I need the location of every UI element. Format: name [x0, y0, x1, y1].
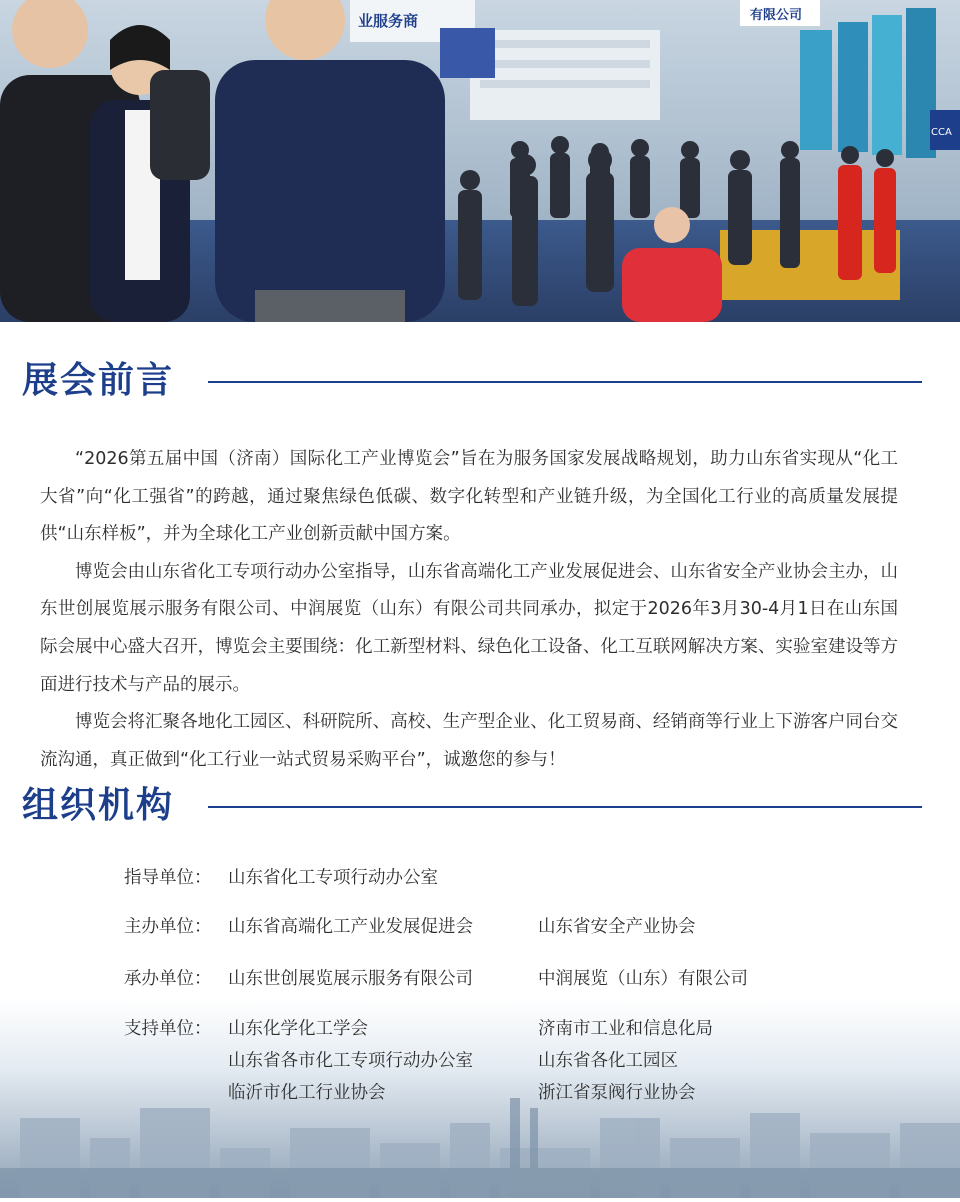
preface-title: 展会前言 — [22, 360, 175, 401]
exhibition-crowd-illustration — [0, 0, 960, 322]
preface-header — [22, 356, 922, 406]
support-unit-name-3: 山东省各市化工专项行动办公室 — [228, 1051, 473, 1071]
host-unit-name-2: 山东省安全产业协会 — [538, 917, 696, 937]
hero-photo — [0, 0, 960, 322]
guide-unit-name: 山东省化工专项行动办公室 — [228, 868, 438, 888]
organizer-unit-label: 承办单位： — [124, 969, 212, 989]
host-unit-name-1: 山东省高端化工产业发展促进会 — [228, 917, 473, 937]
support-unit-label: 支持单位： — [124, 1019, 212, 1039]
preface-divider — [208, 381, 922, 383]
organizer-unit-name-2: 中润展览（山东）有限公司 — [538, 969, 748, 989]
organization-divider — [208, 806, 922, 808]
support-unit-name-5: 临沂市化工行业协会 — [228, 1083, 386, 1103]
support-unit-name-1: 山东化学化工学会 — [228, 1019, 368, 1039]
organizer-unit-name-1: 山东世创展览展示服务有限公司 — [228, 969, 473, 989]
preface-paragraph-3: 博览会将汇聚各地化工园区、科研院所、高校、生产型企业、化工贸易商、经销商等行业上下游客户同台交流沟通，真正做到“化工行业一站式贸易采购平台”，诚邀您的参与！ — [40, 712, 898, 770]
support-unit-name-2: 济南市工业和信息化局 — [538, 1019, 713, 1039]
booth-sign-cca: CCA — [931, 127, 952, 138]
organization-title: 组织机构 — [22, 785, 175, 826]
booth-sign-service: 业服务商 — [358, 12, 419, 30]
host-unit-label: 主办单位： — [124, 917, 212, 937]
preface-paragraph-1: “2026第五届中国（济南）国际化工产业博览会”旨在为服务国家发展战略规划，助力山东省实现从“化工大省”向“化工强省”的跨越，通过聚焦绿色低碳、数字化转型和产业链升级，为全国化工行业的高质量发展提供“山东样板”，并为全球化工产业创新贡献中国方案。 — [40, 449, 898, 545]
guide-unit-label: 指导单位： — [124, 868, 212, 888]
booth-sign-company: 有限公司 — [750, 8, 803, 23]
preface-body — [40, 441, 898, 779]
organization-header — [22, 781, 922, 831]
support-unit-name-6: 浙江省泵阀行业协会 — [538, 1083, 696, 1103]
preface-paragraph-2: 博览会由山东省化工专项行动办公室指导，山东省高端化工产业发展促进会、山东省安全产业协会主办，山东世创展览展示服务有限公司、中润展览（山东）有限公司共同承办，拟定于2026年3月30-4月1日在山东国际会展中心盛大召开，博览会主要围绕：化工新型材料、绿色化工设备、化工互联网解决方案、实验室建设等方面进行技术与产品的展示。 — [40, 561, 898, 695]
support-unit-name-4: 山东省各化工园区 — [538, 1051, 678, 1071]
